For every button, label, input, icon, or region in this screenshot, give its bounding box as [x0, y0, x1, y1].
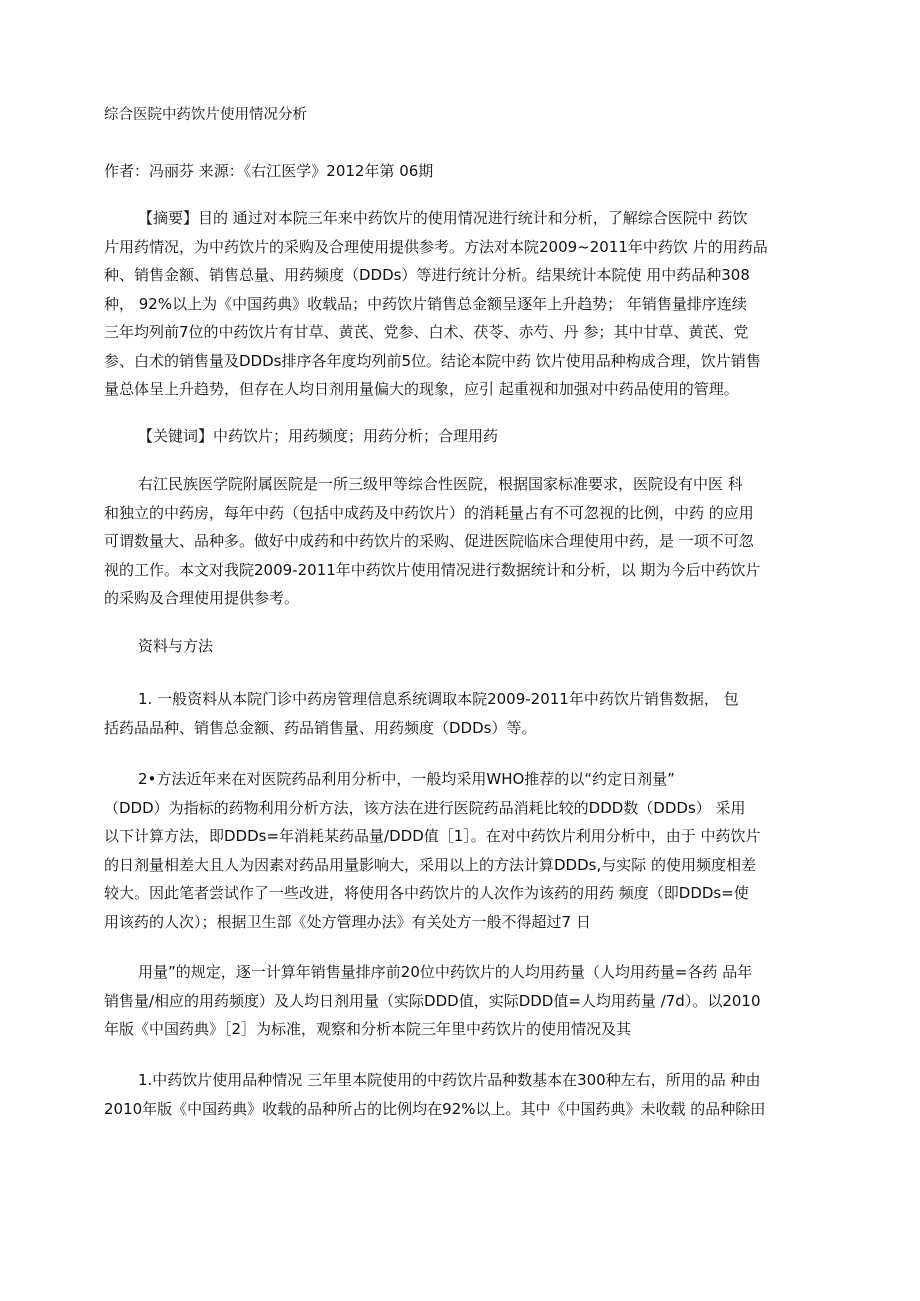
text-line: 销售量/相应的用药频度）及人均日剂用量（实际DDD值，实际DDD值=人均用药量 /7d）。以2010: [104, 991, 761, 1010]
text-line: 的采购及合理使用提供参考。: [104, 589, 300, 607]
text-line: 三年均列前7位的中药饮片有甘草、黄芪、党参、白术、茯苓、赤芍、丹 参；其中甘草、黄芪、党: [104, 323, 749, 341]
text-line: 种， 92%以上为《中国药典》收载品；中药饮片销售总金额呈逐年上升趋势； 年销售量排序连续: [104, 294, 747, 313]
document-title: 综合医院中药饮片使用情况分析: [104, 107, 307, 123]
dosage-paragraph: [104, 958, 820, 1044]
intro-paragraph: [104, 470, 820, 613]
text-line: 右江民族医学院附属医院是一所三级甲等综合性医院，根据国家标准要求，医院设有中医 科: [138, 475, 743, 493]
text-line: 可谓数量大、品种多。做好中成药和中药饮片的采购、促进医院临床合理使用中药，是 一项不可忽: [104, 532, 754, 550]
abstract-paragraph: [104, 204, 820, 404]
text-line: 和独立的中药房，每年中药（包括中成药及中药饮片）的消耗量占有不可忽视的比例，中药 的应用: [104, 503, 754, 522]
text-line: 1.中药饮片使用品种情况 三年里本院使用的中药饮片品种数基本在300种左右，所用的品 种由: [138, 1071, 761, 1089]
text-line: 用量”的规定，逐一计算年销售量排序前20位中药饮片的人均用药量（人均用药量=各药 品年: [138, 963, 753, 981]
section-heading: 资料与方法: [138, 637, 214, 655]
text-line: 参、白术的销售量及DDDs排序各年度均列前5位。结论本院中药 饮片使用品种构成合理，饮片销售: [104, 351, 761, 370]
text-line: 以下计算方法，即DDDs=年消耗某药品量/DDD值［1］。在对中药饮片利用分析中，由于 中药饮片: [104, 827, 761, 845]
text-line: 的日剂量相差大且人为因素对药品用量影响大，采用以上的方法计算DDDs,与实际 的使用频度相差: [104, 855, 757, 874]
variety-paragraph: [104, 1066, 820, 1123]
text-line: 种、销售金额、销售总量、用药频度（DDDs）等进行统计分析。结果统计本院使 用中药品种308: [104, 266, 750, 284]
text-line: 1. 一般资料从本院门诊中药房管理信息系统调取本院2009-2011年中药饮片销售数据， 包: [138, 690, 739, 708]
text-line: 括药品品种、销售总金额、药品销售量、用药频度（DDDs）等。: [104, 718, 537, 737]
text-line: 【摘要】目的 通过对本院三年来中药饮片的使用情况进行统计和分析，了解综合医院中 药饮: [138, 209, 748, 227]
keywords-paragraph: [104, 422, 820, 451]
text-line: （DDD）为指标的药物利用分析方法，该方法在进行医院药品消耗比较的DDD数（DDDs） 采用: [104, 798, 746, 817]
text-line: 视的工作。本文对我院2009-2011年中药饮片使用情况进行数据统计和分析，以 期为今后中药饮片: [104, 560, 761, 579]
text-line: 2•方法近年来在对医院药品利用分析中，一般均采用WHO推荐的以“约定日剂量”: [138, 770, 675, 788]
text-line: 较大。因此笔者尝试作了一些改进，将使用各中药饮片的人次作为该药的用药 频度（即DDDs=使: [104, 884, 749, 902]
general-data-paragraph: [104, 685, 820, 742]
text-line: 片用药情况，为中药饮片的采购及合理使用提供参考。方法对本院2009~2011年中药饮 片的用药品: [104, 237, 768, 256]
text-line: 【关键词】中药饮片；用药频度；用药分析；合理用药: [138, 427, 499, 445]
text-line: 量总体呈上升趋势，但存在人均日剂用量偏大的现象，应引 起重视和加强对中药品使用的管理。: [104, 380, 739, 398]
text-line: 年版《中国药典》［2］为标准，观察和分析本院三年里中药饮片的使用情况及其: [104, 1020, 632, 1038]
text-line: 用该药的人次）；根据卫生部《处方管理办法》有关处方一般不得超过7 日: [104, 912, 591, 931]
text-line: 2010年版《中国药典》收载的品种所占的比例均在92%以上。其中《中国药典》未收载 的品种除田: [104, 1099, 766, 1118]
method-paragraph: [104, 765, 820, 936]
author-source-line: 作者：冯丽芬 来源：《右江医学》2012年第 06期: [104, 162, 434, 180]
